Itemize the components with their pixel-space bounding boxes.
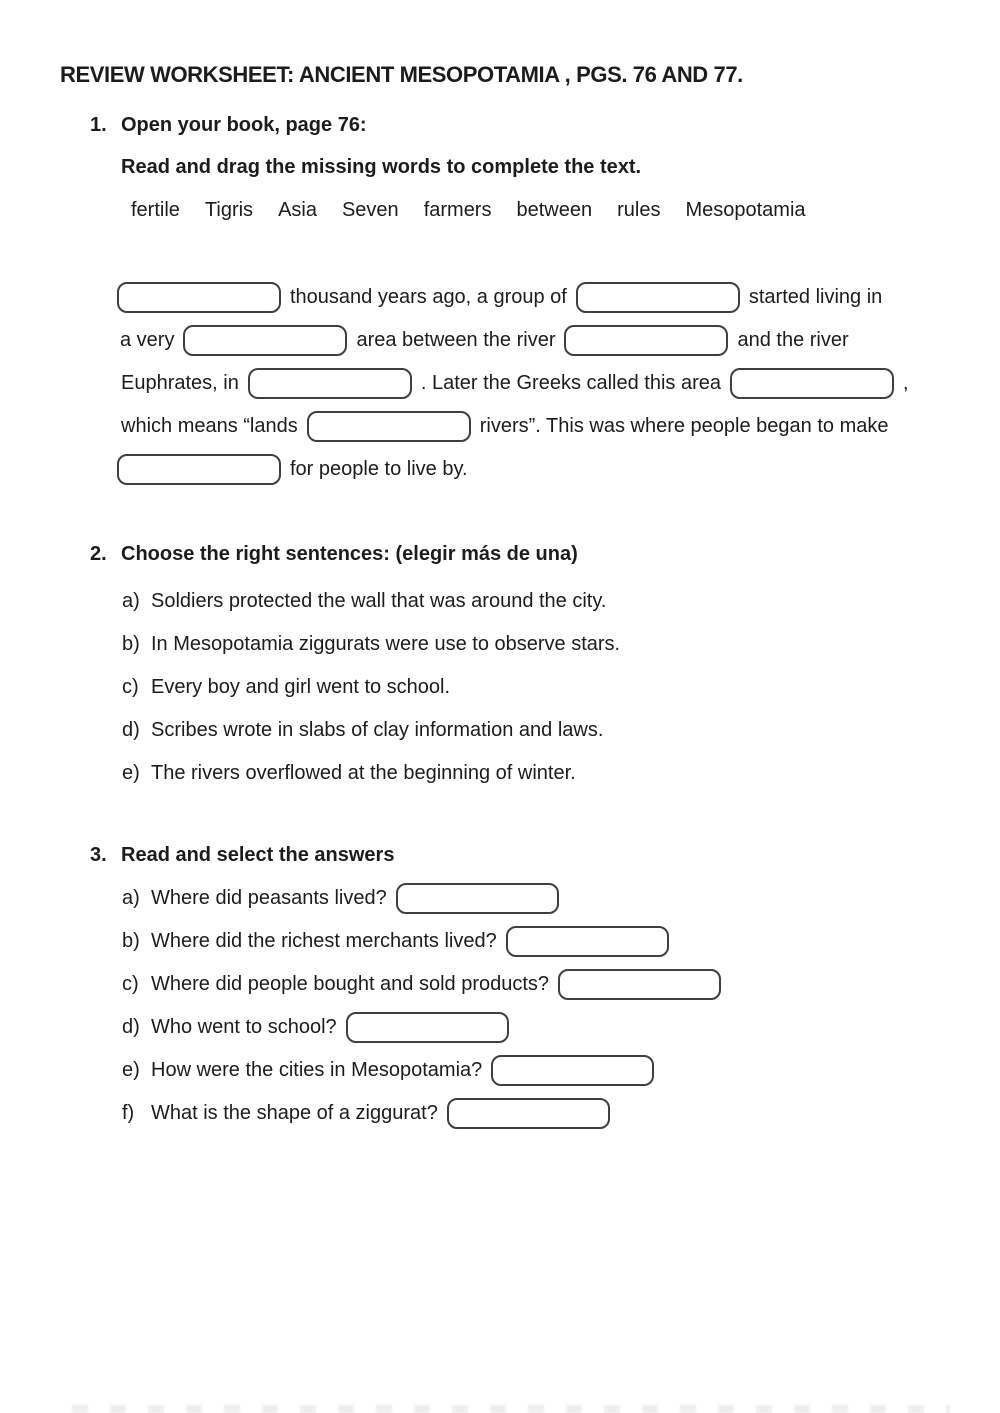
choice-text: The rivers overflowed at the beginning of winter.	[151, 762, 576, 784]
word-bank	[131, 199, 806, 222]
cut-off-text-artifact	[72, 1405, 950, 1413]
drop-blank[interactable]	[117, 454, 281, 485]
answer-select-box[interactable]	[491, 1055, 654, 1086]
worksheet-title: REVIEW WORKSHEET: ANCIENT MESOPOTAMIA , PGS. 76 AND 77.	[60, 62, 743, 87]
question-text: Where did people bought and sold products?	[151, 973, 550, 995]
drop-blank[interactable]	[307, 411, 471, 442]
sentence-choice-list	[122, 580, 620, 795]
exercise-1-number: 1.	[90, 114, 107, 136]
exercise-1-heading-text: Open your book, page 76:	[121, 114, 367, 136]
paragraph-text-segment: ,	[903, 372, 909, 394]
question-row	[122, 963, 721, 1006]
paragraph-text-segment: rivers”. This was where people began to make	[479, 415, 889, 437]
choice-letter: a)	[122, 590, 140, 612]
choice-sentence[interactable]	[122, 752, 620, 795]
answer-select-box[interactable]	[447, 1098, 610, 1129]
question-letter: e)	[122, 1059, 140, 1081]
paragraph-line	[0, 362, 1000, 405]
drop-blank[interactable]	[117, 282, 281, 313]
exercise-3-heading-text: Read and select the answers	[121, 844, 395, 866]
choice-text: Every boy and girl went to school.	[151, 676, 451, 698]
word-bank-word[interactable]: Asia	[278, 199, 317, 221]
exercise-2-heading-text: Choose the right sentences: (elegir más de una)	[121, 543, 578, 565]
paragraph-text-segment: a very	[120, 329, 175, 351]
question-text: Where did peasants lived?	[151, 887, 387, 909]
word-bank-word[interactable]: Seven	[341, 199, 399, 221]
word-bank-word[interactable]: fertile	[131, 199, 180, 221]
drag-instruction: Read and drag the missing words to complete the text.	[121, 156, 642, 178]
paragraph-text-segment: . Later the Greeks called this area	[420, 372, 722, 394]
answer-select-box[interactable]	[506, 926, 669, 957]
word-bank-word[interactable]: Tigris	[204, 199, 254, 221]
question-row	[122, 1092, 721, 1135]
word-bank-word[interactable]: rules	[617, 199, 661, 221]
question-list	[122, 877, 721, 1135]
drop-blank[interactable]	[576, 282, 740, 313]
choice-sentence[interactable]	[122, 580, 620, 623]
paragraph-line	[0, 405, 1000, 448]
question-text: What is the shape of a ziggurat?	[151, 1102, 438, 1124]
question-letter: d)	[122, 1016, 140, 1038]
choice-text: Scribes wrote in slabs of clay information and laws.	[151, 719, 604, 741]
exercise-2-number: 2.	[90, 543, 107, 565]
paragraph-text-segment: Euphrates, in	[121, 372, 239, 394]
fill-in-paragraph	[0, 276, 1000, 491]
paragraph-text-segment: for people to live by.	[290, 458, 468, 480]
word-bank-word[interactable]: between	[516, 199, 593, 221]
paragraph-text-segment: started living in	[748, 286, 883, 308]
question-row	[122, 1006, 721, 1049]
word-bank-word[interactable]: farmers	[423, 199, 492, 221]
question-letter: c)	[122, 973, 139, 995]
drop-blank[interactable]	[248, 368, 412, 399]
question-letter: f)	[122, 1102, 135, 1124]
drop-blank[interactable]	[730, 368, 894, 399]
choice-letter: d)	[122, 719, 140, 741]
exercise-3-heading	[90, 844, 394, 867]
paragraph-text-segment: area between the river	[356, 329, 556, 351]
answer-select-box[interactable]	[396, 883, 559, 914]
drop-blank[interactable]	[183, 325, 347, 356]
question-letter: b)	[122, 930, 140, 952]
question-row	[122, 1049, 721, 1092]
question-letter: a)	[122, 887, 140, 909]
question-text: How were the cities in Mesopotamia?	[151, 1059, 483, 1081]
choice-letter: c)	[122, 676, 139, 698]
choice-letter: b)	[122, 633, 140, 655]
paragraph-text-segment: and the river	[737, 329, 849, 351]
paragraph-line	[0, 448, 1000, 491]
choice-sentence[interactable]	[122, 666, 620, 709]
question-text: Who went to school?	[151, 1016, 337, 1038]
question-text: Where did the richest merchants lived?	[151, 930, 497, 952]
word-bank-word[interactable]: Mesopotamia	[685, 199, 806, 221]
exercise-3-number: 3.	[90, 844, 107, 866]
choice-text: Soldiers protected the wall that was around the city.	[151, 590, 607, 612]
paragraph-line	[0, 276, 1000, 319]
choice-sentence[interactable]	[122, 623, 620, 666]
choice-sentence[interactable]	[122, 709, 620, 752]
exercise-1-heading	[90, 114, 367, 137]
drop-blank[interactable]	[564, 325, 728, 356]
choice-letter: e)	[122, 762, 140, 784]
question-row	[122, 877, 721, 920]
paragraph-text-segment: which means “lands	[121, 415, 298, 437]
exercise-2-heading	[90, 543, 578, 566]
paragraph-text-segment: thousand years ago, a group of	[290, 286, 567, 308]
answer-select-box[interactable]	[346, 1012, 509, 1043]
choice-text: In Mesopotamia ziggurats were use to observe stars.	[151, 633, 621, 655]
question-row	[122, 920, 721, 963]
paragraph-line	[0, 319, 1000, 362]
answer-select-box[interactable]	[558, 969, 721, 1000]
